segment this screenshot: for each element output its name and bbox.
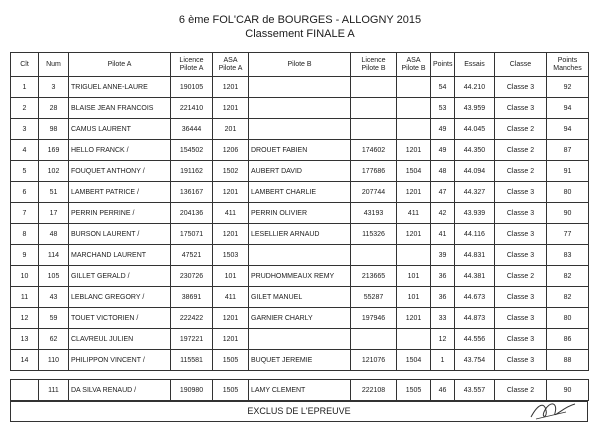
cell-num: 169 bbox=[39, 140, 69, 161]
cell-points: 49 bbox=[431, 140, 455, 161]
cell-asa-a: 1201 bbox=[213, 308, 249, 329]
cell-asa-a: 411 bbox=[213, 287, 249, 308]
cell-clt: 10 bbox=[11, 266, 39, 287]
cell-pilote-a: CLAVREUL JULIEN bbox=[69, 329, 171, 350]
cell-points: 36 bbox=[431, 287, 455, 308]
cell-essais: 43.959 bbox=[455, 98, 495, 119]
cell-points-manches: 90 bbox=[547, 380, 589, 401]
table-row bbox=[11, 266, 589, 287]
header-points-manches: Points Manches bbox=[547, 53, 589, 77]
cell-asa-b: 1504 bbox=[397, 161, 431, 182]
cell-num: 114 bbox=[39, 245, 69, 266]
cell-licence-a: 190980 bbox=[171, 380, 213, 401]
cell-points-manches: 83 bbox=[547, 245, 589, 266]
cell-num: 110 bbox=[39, 350, 69, 371]
cell-classe: Classe 3 bbox=[495, 77, 547, 98]
cell-asa-b: 1201 bbox=[397, 224, 431, 245]
cell-pilote-a: LAMBERT PATRICE / bbox=[69, 182, 171, 203]
cell-pilote-a: TRIGUEL ANNE-LAURE bbox=[69, 77, 171, 98]
cell-points: 46 bbox=[431, 380, 455, 401]
cell-classe: Classe 3 bbox=[495, 182, 547, 203]
cell-pilote-a: GILLET GERALD / bbox=[69, 266, 171, 287]
cell-clt: 8 bbox=[11, 224, 39, 245]
cell-licence-a: 221410 bbox=[171, 98, 213, 119]
cell-pilote-b bbox=[249, 245, 351, 266]
cell-essais: 44.831 bbox=[455, 245, 495, 266]
cell-asa-b: 1505 bbox=[397, 380, 431, 401]
header-asa-a: ASA Pilote A bbox=[213, 53, 249, 77]
cell-num: 111 bbox=[39, 380, 69, 401]
cell-licence-a: 204136 bbox=[171, 203, 213, 224]
table-row bbox=[11, 224, 589, 245]
cell-classe: Classe 2 bbox=[495, 266, 547, 287]
cell-essais: 44.673 bbox=[455, 287, 495, 308]
cell-asa-b: 1201 bbox=[397, 308, 431, 329]
cell-asa-b bbox=[397, 77, 431, 98]
cell-points-manches: 82 bbox=[547, 287, 589, 308]
cell-num: 59 bbox=[39, 308, 69, 329]
cell-pilote-b: LESELLIER ARNAUD bbox=[249, 224, 351, 245]
cell-licence-a: 154502 bbox=[171, 140, 213, 161]
cell-clt: 4 bbox=[11, 140, 39, 161]
cell-asa-a: 1201 bbox=[213, 224, 249, 245]
cell-licence-a: 197221 bbox=[171, 329, 213, 350]
cell-asa-a: 1201 bbox=[213, 182, 249, 203]
cell-licence-a: 191162 bbox=[171, 161, 213, 182]
cell-classe: Classe 2 bbox=[495, 161, 547, 182]
cell-classe: Classe 3 bbox=[495, 329, 547, 350]
cell-classe: Classe 2 bbox=[495, 380, 547, 401]
header-pilote-a: Pilote A bbox=[69, 53, 171, 77]
cell-licence-a: 222422 bbox=[171, 308, 213, 329]
signature-icon bbox=[528, 398, 578, 422]
cell-essais: 43.939 bbox=[455, 203, 495, 224]
cell-asa-a: 1502 bbox=[213, 161, 249, 182]
cell-licence-b: 55287 bbox=[351, 287, 397, 308]
cell-clt: 1 bbox=[11, 77, 39, 98]
cell-essais: 44.210 bbox=[455, 77, 495, 98]
table-row bbox=[11, 350, 589, 371]
cell-licence-b: 197946 bbox=[351, 308, 397, 329]
cell-num: 98 bbox=[39, 119, 69, 140]
cell-asa-a: 1503 bbox=[213, 245, 249, 266]
cell-clt: 7 bbox=[11, 203, 39, 224]
cell-pilote-b bbox=[249, 329, 351, 350]
cell-num: 105 bbox=[39, 266, 69, 287]
cell-points-manches: 87 bbox=[547, 140, 589, 161]
cell-asa-a: 1505 bbox=[213, 350, 249, 371]
cell-clt: 6 bbox=[11, 182, 39, 203]
cell-classe: Classe 3 bbox=[495, 308, 547, 329]
cell-licence-a: 175071 bbox=[171, 224, 213, 245]
table-row bbox=[11, 308, 589, 329]
table-row bbox=[11, 161, 589, 182]
excluded-row bbox=[11, 380, 589, 401]
cell-clt: 3 bbox=[11, 119, 39, 140]
cell-clt: 5 bbox=[11, 161, 39, 182]
cell-points-manches: 80 bbox=[547, 182, 589, 203]
cell-clt: 13 bbox=[11, 329, 39, 350]
results-table bbox=[10, 52, 589, 371]
header-licence-b: Licence Pilote B bbox=[351, 53, 397, 77]
header-clt: Clt bbox=[11, 53, 39, 77]
cell-asa-a: 411 bbox=[213, 203, 249, 224]
cell-clt: 2 bbox=[11, 98, 39, 119]
cell-essais: 44.045 bbox=[455, 119, 495, 140]
cell-asa-a: 1201 bbox=[213, 329, 249, 350]
cell-pilote-b: DROUET FABIEN bbox=[249, 140, 351, 161]
cell-licence-b: 115326 bbox=[351, 224, 397, 245]
cell-pilote-a: PHILIPPON VINCENT / bbox=[69, 350, 171, 371]
cell-points: 54 bbox=[431, 77, 455, 98]
header-asa-b: ASA Pilote B bbox=[397, 53, 431, 77]
cell-classe: Classe 3 bbox=[495, 245, 547, 266]
cell-asa-b bbox=[397, 329, 431, 350]
cell-licence-b: 222108 bbox=[351, 380, 397, 401]
cell-essais: 44.556 bbox=[455, 329, 495, 350]
cell-asa-b: 1201 bbox=[397, 140, 431, 161]
cell-licence-a: 36444 bbox=[171, 119, 213, 140]
cell-licence-b bbox=[351, 245, 397, 266]
cell-classe: Classe 3 bbox=[495, 98, 547, 119]
cell-pilote-a: DA SILVA RENAUD / bbox=[69, 380, 171, 401]
cell-pilote-b: GARNIER CHARLY bbox=[249, 308, 351, 329]
header-row bbox=[11, 53, 589, 77]
cell-essais: 44.873 bbox=[455, 308, 495, 329]
cell-pilote-b: AUBERT DAVID bbox=[249, 161, 351, 182]
cell-essais: 44.350 bbox=[455, 140, 495, 161]
cell-points-manches: 80 bbox=[547, 308, 589, 329]
cell-points: 48 bbox=[431, 161, 455, 182]
header-essais: Essais bbox=[455, 53, 495, 77]
cell-clt: 11 bbox=[11, 287, 39, 308]
cell-asa-a: 201 bbox=[213, 119, 249, 140]
cell-licence-b: 174602 bbox=[351, 140, 397, 161]
cell-pilote-a: CAMUS LAURENT bbox=[69, 119, 171, 140]
cell-num: 17 bbox=[39, 203, 69, 224]
cell-asa-a: 1206 bbox=[213, 140, 249, 161]
cell-clt: 14 bbox=[11, 350, 39, 371]
table-row bbox=[11, 329, 589, 350]
cell-num: 48 bbox=[39, 224, 69, 245]
cell-asa-b bbox=[397, 245, 431, 266]
cell-asa-a: 1201 bbox=[213, 98, 249, 119]
cell-pilote-b bbox=[249, 98, 351, 119]
cell-pilote-b: BUQUET JEREMIE bbox=[249, 350, 351, 371]
cell-classe: Classe 3 bbox=[495, 203, 547, 224]
cell-points: 39 bbox=[431, 245, 455, 266]
cell-pilote-b: PERRIN OLIVIER bbox=[249, 203, 351, 224]
cell-points: 33 bbox=[431, 308, 455, 329]
cell-asa-b: 101 bbox=[397, 287, 431, 308]
cell-points-manches: 88 bbox=[547, 350, 589, 371]
table-row bbox=[11, 119, 589, 140]
cell-licence-a: 38691 bbox=[171, 287, 213, 308]
cell-points: 41 bbox=[431, 224, 455, 245]
cell-pilote-a: TOUET VICTORIEN / bbox=[69, 308, 171, 329]
header-classe: Classe bbox=[495, 53, 547, 77]
cell-clt: 9 bbox=[11, 245, 39, 266]
cell-essais: 43.754 bbox=[455, 350, 495, 371]
table-row bbox=[11, 245, 589, 266]
cell-asa-b: 1504 bbox=[397, 350, 431, 371]
cell-points-manches: 77 bbox=[547, 224, 589, 245]
cell-points: 1 bbox=[431, 350, 455, 371]
cell-licence-b: 207744 bbox=[351, 182, 397, 203]
cell-pilote-b: GILET MANUEL bbox=[249, 287, 351, 308]
excluded-note: EXCLUS DE L'EPREUVE bbox=[10, 401, 588, 422]
cell-pilote-a: BURSON LAURENT / bbox=[69, 224, 171, 245]
cell-licence-a: 47521 bbox=[171, 245, 213, 266]
table-row bbox=[11, 182, 589, 203]
cell-points-manches: 90 bbox=[547, 203, 589, 224]
table-row bbox=[11, 140, 589, 161]
cell-asa-a: 101 bbox=[213, 266, 249, 287]
cell-licence-b bbox=[351, 329, 397, 350]
cell-pilote-b bbox=[249, 119, 351, 140]
cell-points-manches: 82 bbox=[547, 266, 589, 287]
table-row bbox=[11, 77, 589, 98]
cell-points-manches: 91 bbox=[547, 161, 589, 182]
table-row bbox=[11, 287, 589, 308]
cell-licence-a: 136167 bbox=[171, 182, 213, 203]
cell-asa-a: 1505 bbox=[213, 380, 249, 401]
cell-asa-b: 411 bbox=[397, 203, 431, 224]
cell-clt: 12 bbox=[11, 308, 39, 329]
cell-num: 51 bbox=[39, 182, 69, 203]
table-row bbox=[11, 98, 589, 119]
cell-licence-b: 121076 bbox=[351, 350, 397, 371]
cell-asa-b bbox=[397, 119, 431, 140]
cell-pilote-a: PERRIN PERRINE / bbox=[69, 203, 171, 224]
header-licence-a: Licence Pilote A bbox=[171, 53, 213, 77]
cell-essais: 44.094 bbox=[455, 161, 495, 182]
table-row bbox=[11, 203, 589, 224]
cell-classe: Classe 2 bbox=[495, 140, 547, 161]
cell-asa-b bbox=[397, 98, 431, 119]
cell-pilote-b: PRUDHOMMEAUX REMY bbox=[249, 266, 351, 287]
cell-clt bbox=[11, 380, 39, 401]
cell-points: 42 bbox=[431, 203, 455, 224]
cell-num: 102 bbox=[39, 161, 69, 182]
cell-pilote-a: FOUQUET ANTHONY / bbox=[69, 161, 171, 182]
cell-pilote-a: HELLO FRANCK / bbox=[69, 140, 171, 161]
document-title: 6 ème FOL'CAR de BOURGES - ALLOGNY 2015 bbox=[178, 14, 422, 26]
excluded-table bbox=[10, 379, 589, 401]
cell-points: 49 bbox=[431, 119, 455, 140]
cell-pilote-b: LAMBERT CHARLIE bbox=[249, 182, 351, 203]
cell-pilote-b: LAMY CLEMENT bbox=[249, 380, 351, 401]
cell-points: 36 bbox=[431, 266, 455, 287]
cell-licence-a: 230726 bbox=[171, 266, 213, 287]
cell-classe: Classe 3 bbox=[495, 350, 547, 371]
cell-points-manches: 94 bbox=[547, 119, 589, 140]
header-points: Points bbox=[431, 53, 455, 77]
cell-asa-a: 1201 bbox=[213, 77, 249, 98]
cell-pilote-a: LEBLANC GREGORY / bbox=[69, 287, 171, 308]
cell-num: 62 bbox=[39, 329, 69, 350]
cell-essais: 44.116 bbox=[455, 224, 495, 245]
cell-licence-a: 115581 bbox=[171, 350, 213, 371]
cell-licence-b: 43193 bbox=[351, 203, 397, 224]
cell-points-manches: 92 bbox=[547, 77, 589, 98]
cell-licence-b: 213665 bbox=[351, 266, 397, 287]
header-pilote-b: Pilote B bbox=[249, 53, 351, 77]
cell-licence-b bbox=[351, 98, 397, 119]
cell-points: 12 bbox=[431, 329, 455, 350]
cell-licence-b: 177686 bbox=[351, 161, 397, 182]
cell-asa-b: 101 bbox=[397, 266, 431, 287]
cell-essais: 43.557 bbox=[455, 380, 495, 401]
header-num: Num bbox=[39, 53, 69, 77]
cell-essais: 44.327 bbox=[455, 182, 495, 203]
document-subtitle: Classement FINALE A bbox=[245, 28, 355, 40]
cell-licence-b bbox=[351, 119, 397, 140]
cell-classe: Classe 3 bbox=[495, 224, 547, 245]
cell-essais: 44.381 bbox=[455, 266, 495, 287]
cell-asa-b: 1201 bbox=[397, 182, 431, 203]
cell-pilote-b bbox=[249, 77, 351, 98]
cell-points-manches: 94 bbox=[547, 98, 589, 119]
cell-classe: Classe 3 bbox=[495, 287, 547, 308]
cell-points: 47 bbox=[431, 182, 455, 203]
cell-licence-b bbox=[351, 77, 397, 98]
cell-points: 53 bbox=[431, 98, 455, 119]
cell-points-manches: 86 bbox=[547, 329, 589, 350]
cell-num: 28 bbox=[39, 98, 69, 119]
cell-pilote-a: BLAISE JEAN FRANCOIS bbox=[69, 98, 171, 119]
cell-licence-a: 190105 bbox=[171, 77, 213, 98]
cell-num: 43 bbox=[39, 287, 69, 308]
cell-pilote-a: MARCHAND LAURENT bbox=[69, 245, 171, 266]
cell-num: 3 bbox=[39, 77, 69, 98]
cell-classe: Classe 2 bbox=[495, 119, 547, 140]
